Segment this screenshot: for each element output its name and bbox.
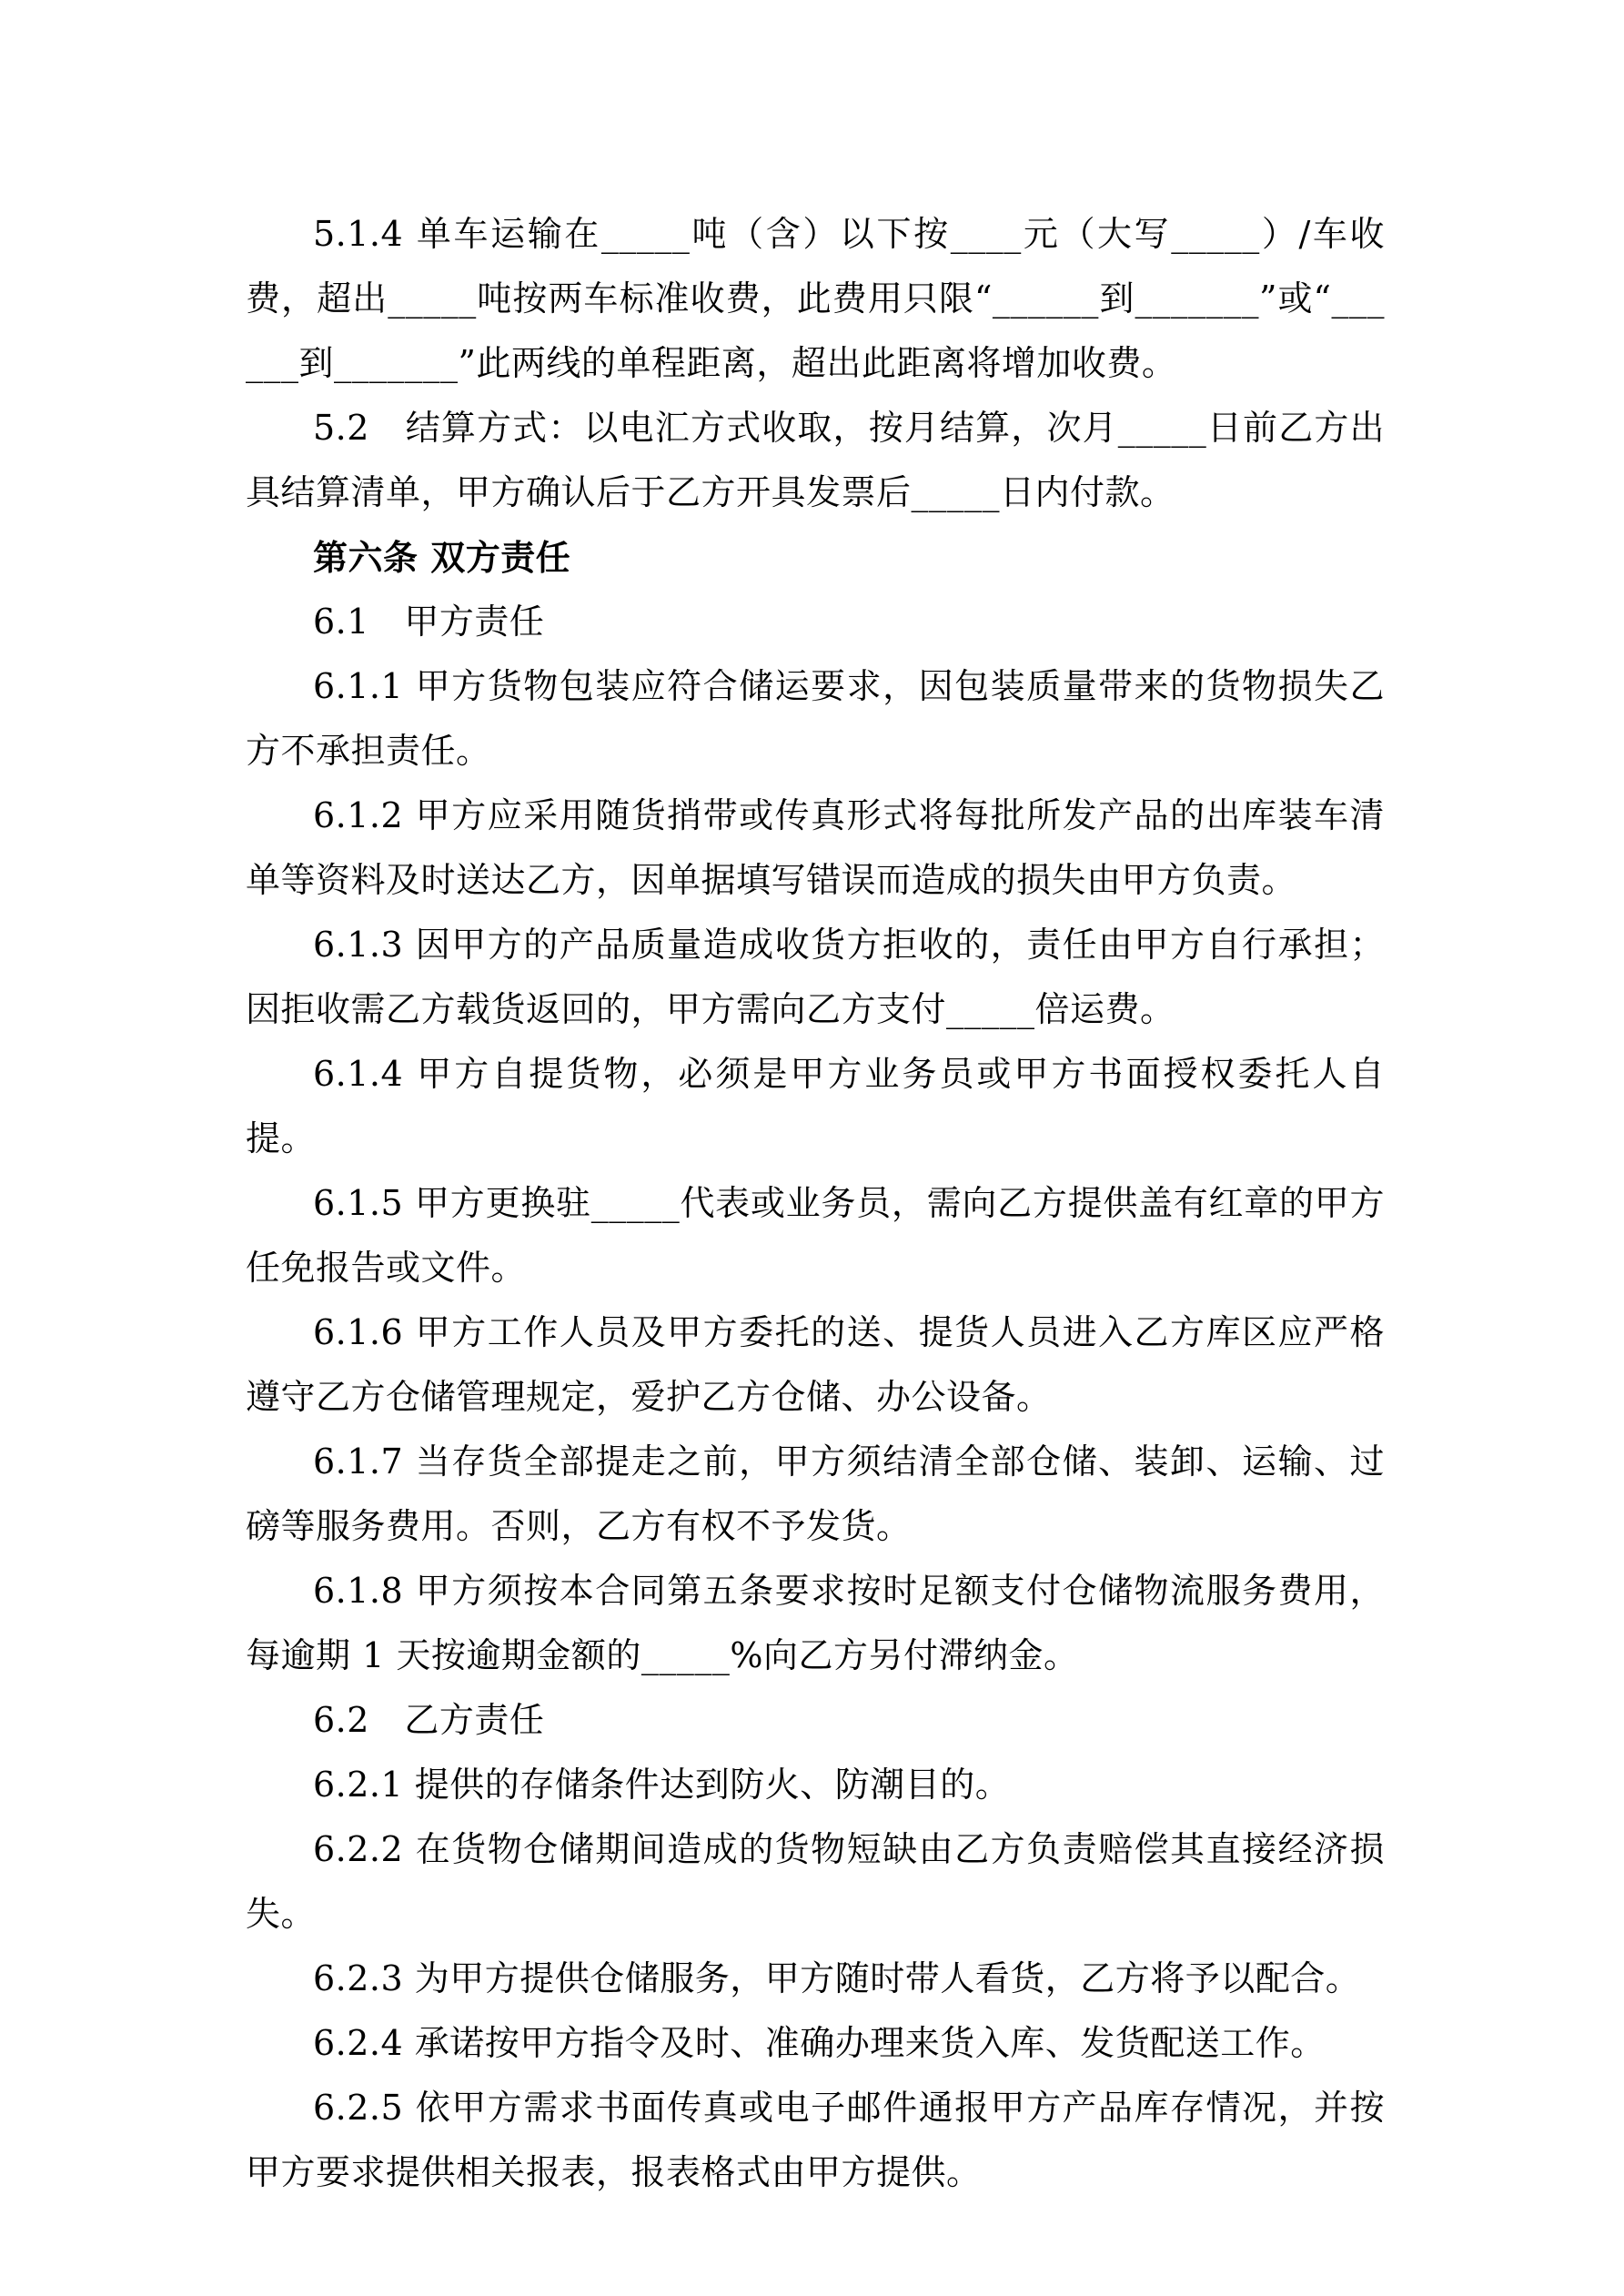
paragraph-6-2-3: 6.2.3 为甲方提供仓储服务，甲方随时带人看货，乙方将予以配合。 bbox=[313, 1958, 1361, 1998]
paragraph-6-1-3: 6.1.3 因甲方的产品质量造成收货方拒收的，责任由甲方自行承担；因拒收需乙方载货返回的，甲方需向乙方支付_____倍运费。 bbox=[246, 925, 1385, 1029]
paragraph-6-1-6: 6.1.6 甲方工作人员及甲方委托的送、提货人员进入乙方库区应严格遵守乙方仓储管理规定，爱护乙方仓储、办公设备。 bbox=[246, 1312, 1385, 1417]
paragraph-6-1-7: 6.1.7 当存货全部提走之前，甲方须结清全部仓储、装卸、运输、过磅等服务费用。否则，乙方有权不予发货。 bbox=[246, 1441, 1385, 1546]
paragraph-6-2-4: 6.2.4 承诺按甲方指令及时、准确办理来货入库、发货配送工作。 bbox=[313, 2023, 1326, 2063]
heading-article-6: 第六条 双方责任 bbox=[313, 537, 571, 578]
paragraph-6-2-5: 6.2.5 依甲方需求书面传真或电子邮件通报甲方产品库存情况，并按甲方要求提供相关报表，报表格式由甲方提供。 bbox=[246, 2088, 1385, 2192]
paragraph-6-1-2: 6.1.2 甲方应采用随货捎带或传真形式将每批所发产品的出库装车清单等资料及时送达乙方，因单据填写错误而造成的损失由甲方负责。 bbox=[246, 795, 1385, 900]
paragraph-6-1-4: 6.1.4 甲方自提货物，必须是甲方业务员或甲方书面授权委托人自提。 bbox=[246, 1054, 1385, 1158]
document-page bbox=[246, 202, 1385, 2205]
paragraph-6-2-2: 6.2.2 在货物仓储期间造成的货物短缺由乙方负责赔偿其直接经济损失。 bbox=[246, 1829, 1385, 1934]
paragraph-5-2: 5.2 结算方式：以电汇方式收取，按月结算，次月_____日前乙方出具结算清单，甲方确认后于乙方开具发票后_____日内付款。 bbox=[246, 408, 1385, 512]
paragraph-6-1-8: 6.1.8 甲方须按本合同第五条要求按时足额支付仓储物流服务费用，每逾期 1 天按逾期金额的_____%向乙方另付滞纳金。 bbox=[246, 1571, 1385, 1675]
paragraph-6-1-5: 6.1.5 甲方更换驻_____代表或业务员，需向乙方提供盖有红章的甲方任免报告或文件。 bbox=[246, 1183, 1385, 1288]
paragraph-6-1: 6.1 甲方责任 bbox=[313, 602, 545, 642]
paragraph-6-1-1: 6.1.1 甲方货物包装应符合储运要求，因包装质量带来的货物损失乙方不承担责任。 bbox=[246, 666, 1385, 771]
paragraph-6-2-1: 6.2.1 提供的存储条件达到防火、防潮目的。 bbox=[313, 1765, 1011, 1805]
paragraph-5-1-4: 5.1.4 单车运输在_____吨（含）以下按____元（大写_____）/车收费，超出_____吨按两车标准收费，此费用只限“______到_______”或“______到_______”此两线的单程距离，超出此距离将增加收费。 bbox=[246, 214, 1385, 383]
paragraph-6-2: 6.2 乙方责任 bbox=[313, 1700, 545, 1740]
